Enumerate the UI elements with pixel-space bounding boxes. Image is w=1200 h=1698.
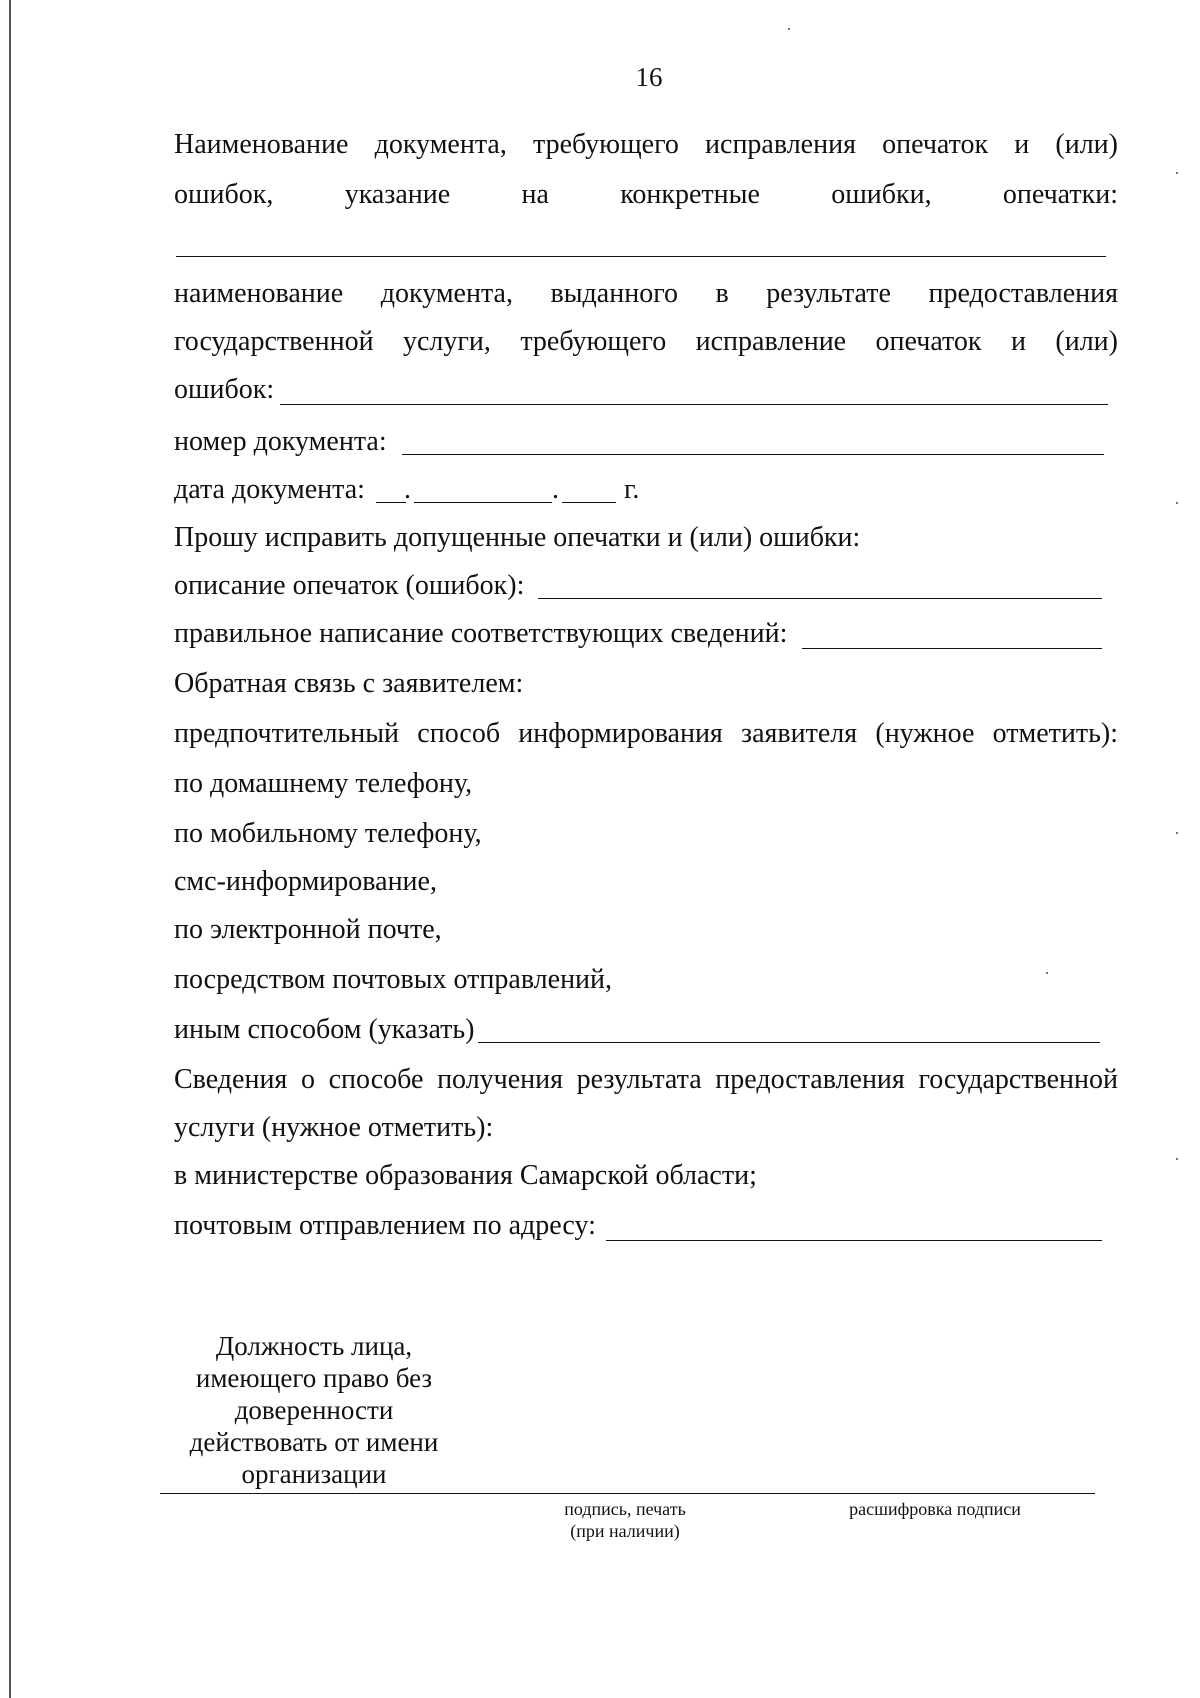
scan-speck (1176, 1158, 1178, 1160)
signatory-position-line: Должность лица, (215, 1331, 413, 1361)
signature-label (520, 1498, 730, 1542)
feedback-preferred-method: предпочтительный способ информирования заявителя (нужное отметить): (174, 718, 1118, 749)
correct-spelling-fill-line[interactable] (802, 648, 1102, 649)
feedback-option-post[interactable]: посредством почтовых отправлений, (174, 964, 613, 995)
issued-document-name-fill-line[interactable] (280, 404, 1108, 405)
feedback-option-home-phone[interactable]: по домашнему телефону, (174, 768, 473, 799)
issued-document-line-3-label: ошибок: (174, 374, 275, 405)
page-number: 16 (635, 62, 663, 92)
document-date-day-field[interactable] (376, 502, 406, 503)
signature-decode-label: расшифровка подписи (849, 1499, 1021, 1519)
document-date-month-field[interactable] (414, 502, 552, 503)
document-number-label: номер документа: (174, 426, 387, 457)
feedback-other-fill-line[interactable] (478, 1042, 1100, 1043)
result-receipt-option-mail[interactable]: почтовым отправлением по адресу: (174, 1210, 596, 1241)
document-date-year-field[interactable] (562, 502, 616, 503)
document-number-fill-line[interactable] (402, 454, 1104, 455)
signature-fill-line[interactable] (160, 1493, 1095, 1494)
issued-document-line-2: государственной услуги, требующего исправление опечаток и (или) (174, 326, 1118, 357)
document-date-label: дата документа: (174, 474, 365, 505)
result-receipt-line-2: услуги (нужное отметить): (174, 1112, 494, 1143)
document-name-request-line-2: ошибок, указание на конкретные ошибки, опечатки: (174, 179, 1118, 210)
feedback-option-mobile-phone[interactable]: по мобильному телефону, (174, 818, 482, 849)
document-date-suffix: г. (624, 474, 640, 505)
scan-speck (788, 28, 790, 30)
signatory-position-line: имеющего право без (195, 1363, 433, 1393)
result-receipt-option-ministry[interactable]: в министерстве образования Самарской области; (174, 1160, 757, 1191)
signatory-position-line: доверенности (234, 1395, 394, 1425)
document-date-separator-1: . (404, 474, 411, 505)
scan-speck (1176, 172, 1178, 174)
scan-left-border (9, 0, 11, 1698)
correct-spelling-label: правильное написание соответствующих сведений: (174, 618, 788, 649)
request-heading: Прошу исправить допущенные опечатки и (или) ошибки: (174, 522, 861, 553)
scan-speck (1176, 832, 1178, 834)
feedback-option-sms[interactable]: смс-информирование, (174, 866, 437, 897)
mail-address-fill-line[interactable] (606, 1240, 1102, 1241)
feedback-option-email[interactable]: по электронной почте, (174, 914, 442, 945)
signatory-position-line: действовать от имени (189, 1427, 439, 1457)
signatory-position (174, 1330, 454, 1490)
document-date-separator-2: . (552, 474, 559, 505)
feedback-heading: Обратная связь с заявителем: (174, 668, 524, 699)
issued-document-line-1: наименование документа, выданного в результате предоставления (174, 278, 1118, 309)
typo-description-label: описание опечаток (ошибок): (174, 570, 525, 601)
document-name-request-fill-line[interactable] (176, 256, 1106, 257)
feedback-other-label[interactable]: иным способом (указать) (174, 1014, 475, 1045)
scan-speck (1046, 972, 1048, 974)
typo-description-fill-line[interactable] (538, 598, 1102, 599)
result-receipt-line-1: Сведения о способе получения результата предоставления государственной (174, 1064, 1118, 1095)
scan-speck (1176, 502, 1178, 504)
signature-label-line-2: (при наличии) (570, 1521, 680, 1541)
document-name-request-line-1: Наименование документа, требующего исправления опечаток и (или) (174, 129, 1118, 160)
signature-label-line-1: подпись, печать (564, 1499, 686, 1519)
signatory-position-line: организации (241, 1459, 387, 1489)
